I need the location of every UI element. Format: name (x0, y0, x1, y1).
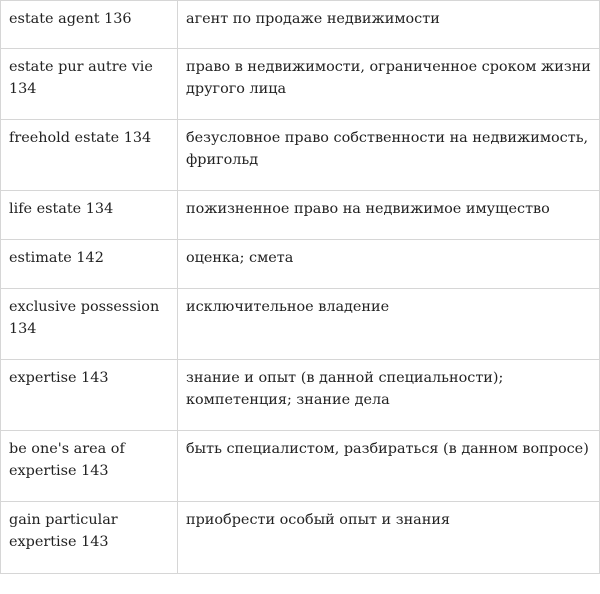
term-cell: gain particular expertise 143 (1, 502, 178, 574)
term-cell: estate agent 136 (1, 1, 178, 49)
translation-cell: приобрести особый опыт и знания (178, 502, 600, 574)
table-row (1, 240, 600, 289)
term-cell: estimate 142 (1, 240, 178, 289)
term-cell: expertise 143 (1, 360, 178, 431)
table-row (1, 49, 600, 120)
translation-cell: знание и опыт (в данной специальности); компетенция; знание дела (178, 360, 600, 431)
translation-cell: пожизненное право на недвижимое имущество (178, 191, 600, 240)
translation-cell: агент по продаже недвижимости (178, 1, 600, 49)
term-cell: exclusive possession 134 (1, 289, 178, 360)
term-cell: freehold estate 134 (1, 120, 178, 191)
translation-cell: быть специалистом, разбираться (в данном вопросе) (178, 431, 600, 502)
table-row (1, 431, 600, 502)
term-cell: life estate 134 (1, 191, 178, 240)
table-row (1, 360, 600, 431)
table-row (1, 1, 600, 49)
table-row (1, 502, 600, 574)
translation-cell: исключительное владение (178, 289, 600, 360)
translation-cell: оценка; смета (178, 240, 600, 289)
table-row (1, 120, 600, 191)
term-cell: estate pur autre vie 134 (1, 49, 178, 120)
translation-cell: право в недвижимости, ограниченное сроком жизни другого лица (178, 49, 600, 120)
term-cell: be one's area of expertise 143 (1, 431, 178, 502)
table-row (1, 289, 600, 360)
table-row (1, 191, 600, 240)
translation-cell: безусловное право собственности на недвижимость, фригольд (178, 120, 600, 191)
